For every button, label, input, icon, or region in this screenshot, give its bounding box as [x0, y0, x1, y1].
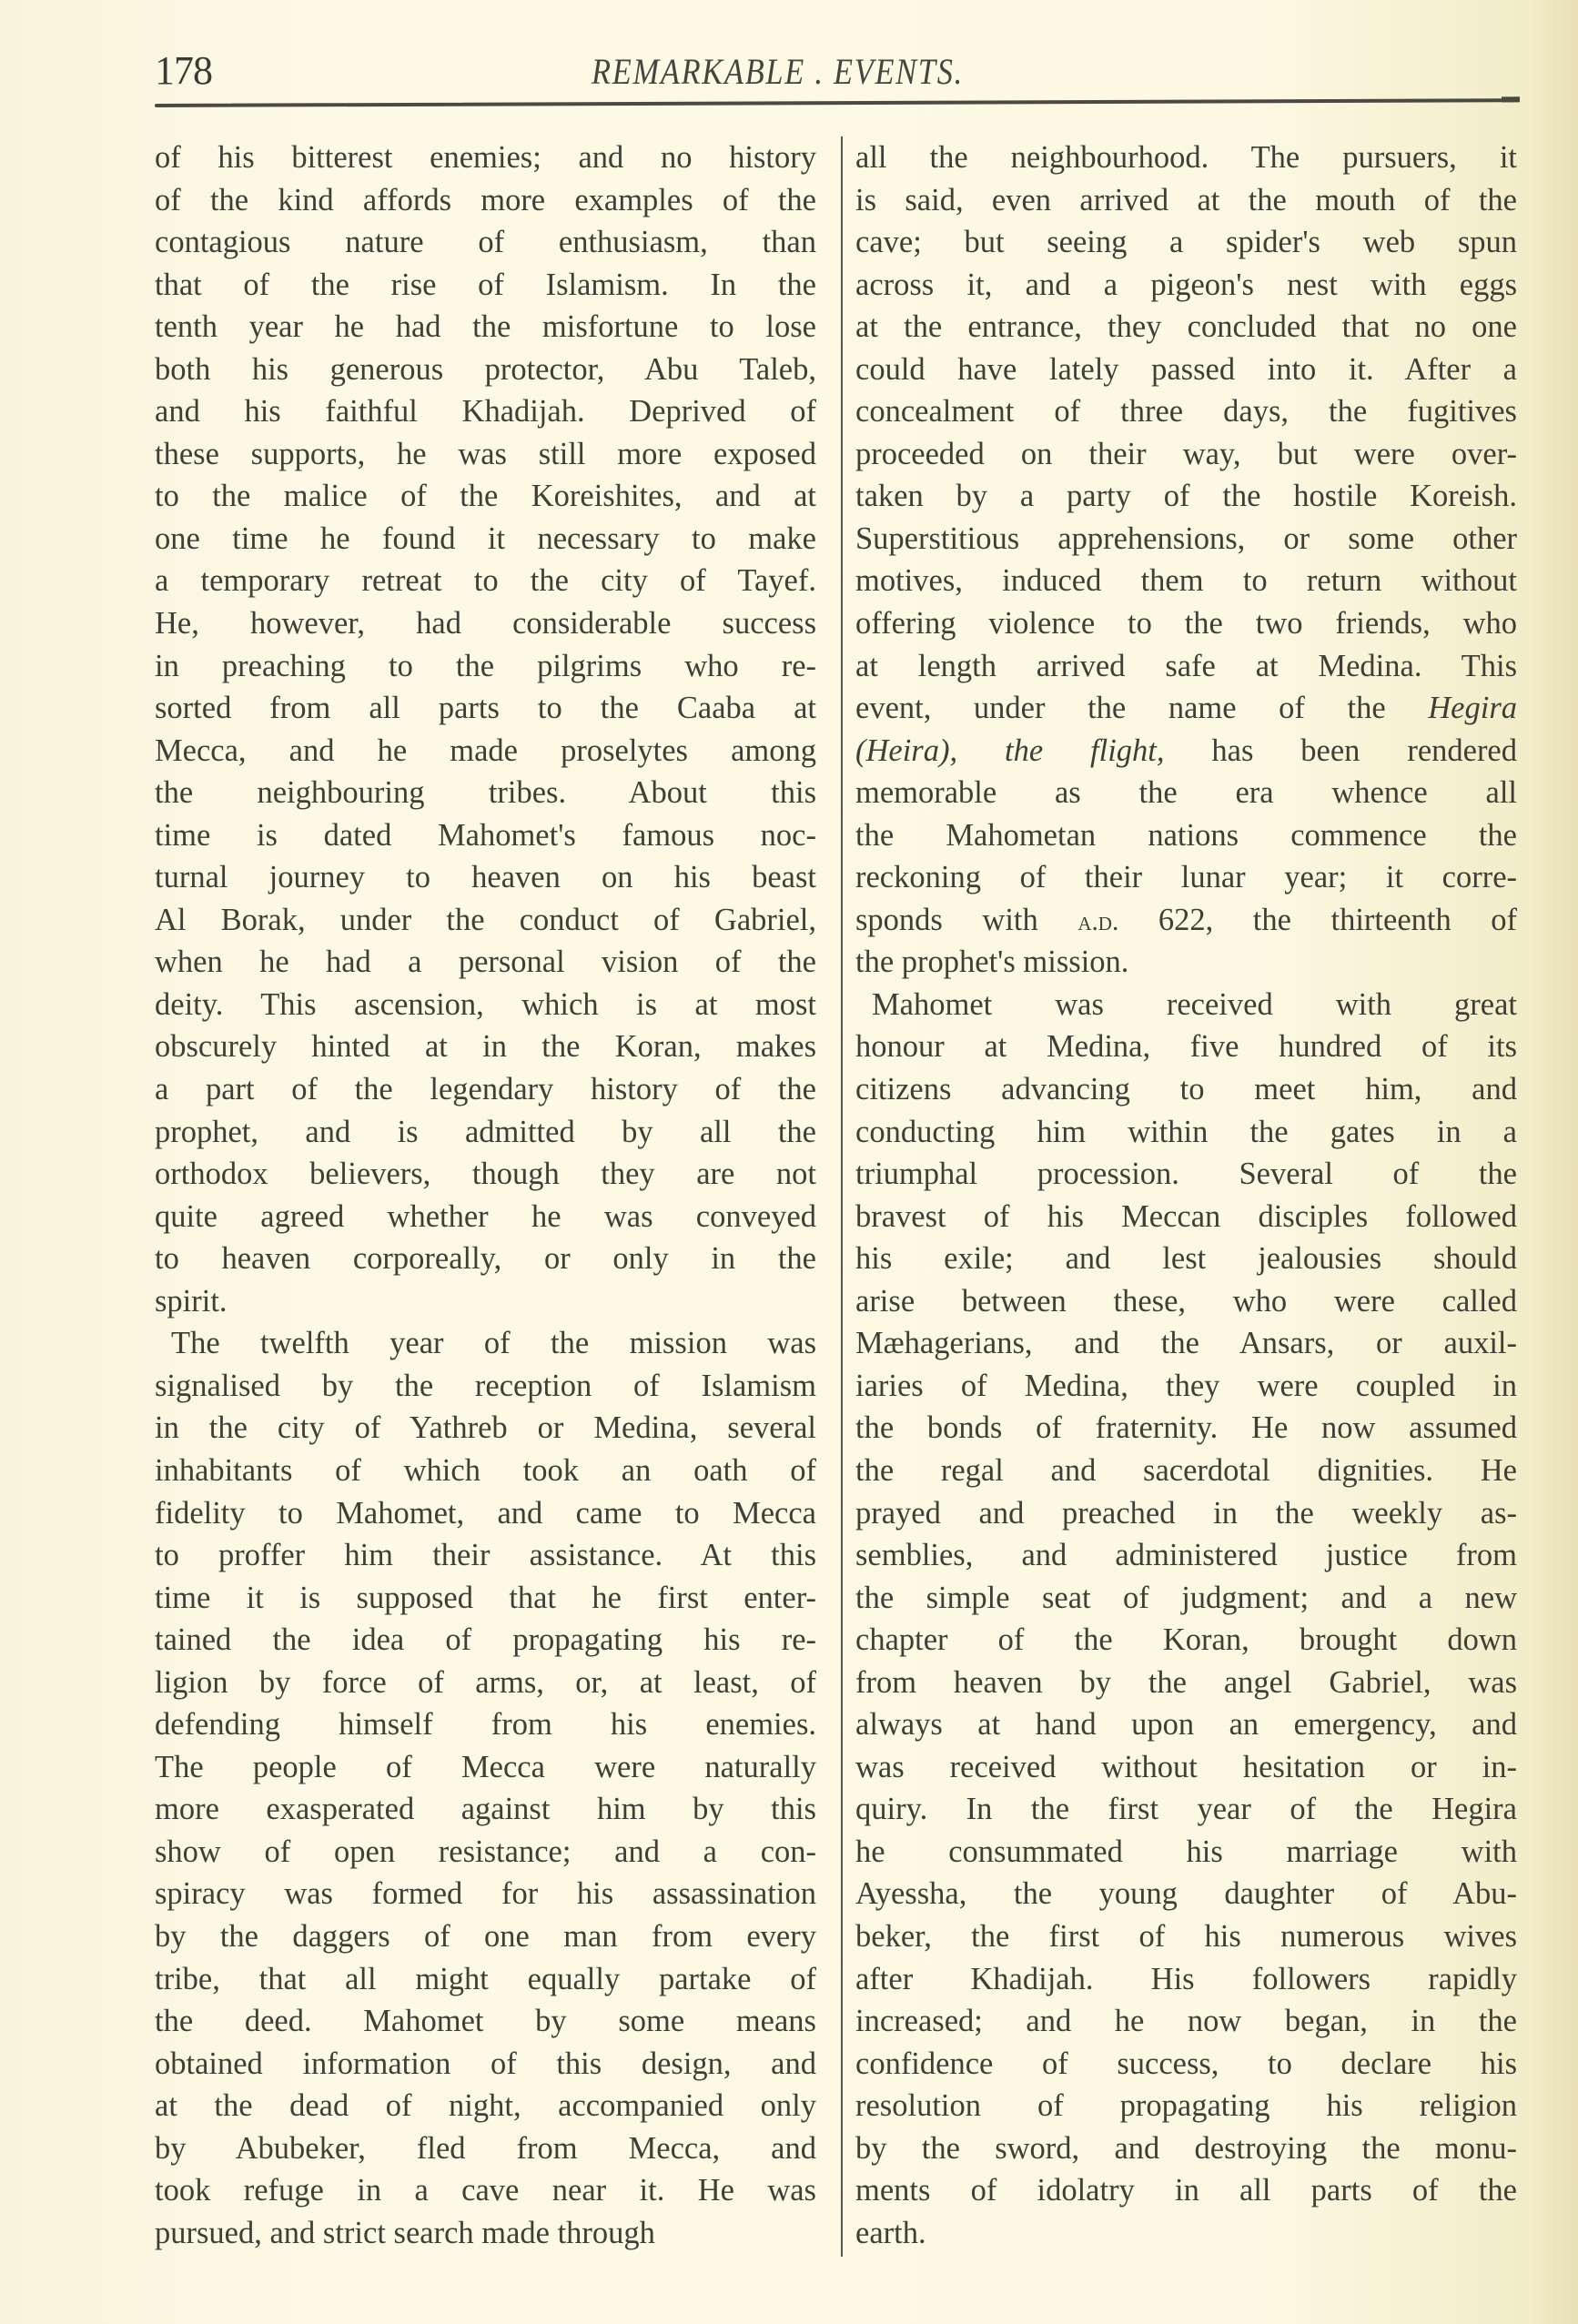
text-line: to the malice of the Koreishites, and at: [155, 479, 816, 514]
text-line: the bonds of fraternity. He now assumed: [855, 1410, 1517, 1446]
text-line: iaries of Medina, they were coupled in: [855, 1368, 1517, 1403]
text-line: semblies, and administered justice from: [855, 1538, 1517, 1573]
left-column: [155, 136, 816, 2254]
text-line: inhabitants of which took an oath of: [155, 1452, 816, 1488]
text-line: Mecca, and he made proselytes among: [155, 733, 816, 768]
text-line: both his generous protector, Abu Taleb,: [155, 351, 816, 387]
text-line: time it is supposed that he first enter-: [155, 1580, 816, 1615]
text-line: a part of the legendary history of the: [155, 1072, 816, 1107]
text-line: sorted from all parts to the Caaba at: [155, 691, 816, 726]
text-line: [855, 730, 1517, 773]
text-line: when he had a personal vision of the: [155, 945, 816, 980]
text-line: by Abubeker, fled from Mecca, and: [155, 2130, 816, 2166]
small-caps-run: a.d.: [1077, 906, 1119, 936]
column-divider: [841, 136, 843, 2257]
text-line: motives, induced them to return without: [855, 563, 1517, 599]
text-line: the neighbouring tribes. About this: [155, 775, 816, 811]
text-line: contagious nature of enthusiasm, than: [155, 225, 816, 260]
text-line: the simple seat of judgment; and a new: [855, 1580, 1517, 1615]
text-line: of the kind affords more examples of the: [155, 182, 816, 217]
right-column: [855, 136, 1517, 2254]
text-line: prayed and preached in the weekly as-: [855, 1495, 1517, 1531]
text-line: memorable as the era whence all: [855, 775, 1517, 811]
text-line: by the sword, and destroying the monu-: [855, 2130, 1517, 2166]
page-number: 178: [155, 48, 212, 93]
text-line: Ayessha, the young daughter of Abu-: [855, 1876, 1517, 1912]
text-line: at length arrived safe at Medina. This: [855, 648, 1517, 683]
text-line: bravest of his Meccan disciples followed: [855, 1198, 1517, 1234]
text-line: in preaching to the pilgrims who re-: [155, 648, 816, 683]
text-line: obtained information of this design, and: [155, 2046, 816, 2081]
text-line: confidence of success, to declare his: [855, 2046, 1517, 2081]
text-line: that of the rise of Islamism. In the: [155, 267, 816, 302]
text-line: at the dead of night, accompanied only: [155, 2088, 816, 2124]
text-run: sponds with: [855, 902, 1078, 937]
text-line: the deed. Mahomet by some means: [155, 2004, 816, 2039]
header-rule: [155, 98, 1520, 107]
text-line: arise between these, who were called: [855, 1283, 1517, 1319]
text-line: Mæhagerians, and the Ansars, or auxil-: [855, 1326, 1517, 1361]
text-line: by the daggers of one man from every: [155, 1918, 816, 1954]
text-line: signalised by the reception of Islamism: [155, 1368, 816, 1403]
text-line: and his faithful Khadijah. Deprived of: [155, 394, 816, 429]
text-line: quiry. In the first year of the Hegira: [855, 1792, 1517, 1827]
text-line: fidelity to Mahomet, and came to Mecca: [155, 1495, 816, 1531]
text-line: these supports, he was still more exposed: [155, 436, 816, 471]
text-line: of his bitterest enemies; and no history: [155, 140, 816, 175]
text-line: the regal and sacerdotal dignities. He: [855, 1452, 1517, 1488]
text-line: [855, 687, 1517, 730]
text-line: orthodox believers, though they are not: [155, 1157, 816, 1192]
text-line: ments of idolatry in all parts of the: [855, 2173, 1517, 2208]
text-line: Mahomet was received with great: [872, 986, 1517, 1022]
text-line: concealment of three days, the fugitives: [855, 394, 1517, 429]
text-line: triumphal procession. Several of the: [855, 1157, 1517, 1192]
text-line: all the neighbourhood. The pursuers, it: [855, 140, 1517, 175]
text-line: offering violence to the two friends, who: [855, 606, 1517, 642]
text-line: he consummated his marriage with: [855, 1834, 1517, 1869]
text-run: event, under the name of the: [855, 691, 1429, 726]
text-line: could have lately passed into it. After a: [855, 351, 1517, 387]
text-line: in the city of Yathreb or Medina, several: [155, 1410, 816, 1446]
text-line: after Khadijah. His followers rapidly: [855, 1961, 1517, 1996]
text-line: one time he found it necessary to make: [155, 520, 816, 556]
text-line: proceeded on their way, but were over-: [855, 436, 1517, 471]
text-line: from heaven by the angel Gabriel, was: [855, 1664, 1517, 1700]
text-line: defending himself from his enemies.: [155, 1707, 816, 1743]
text-line: his exile; and lest jealousies should: [855, 1241, 1517, 1277]
text-line: conducting him within the gates in a: [855, 1114, 1517, 1149]
text-line: was received without hesitation or in-: [855, 1749, 1517, 1784]
text-line: The people of Mecca were naturally: [155, 1749, 816, 1784]
text-line: to heaven corporeally, or only in the: [155, 1241, 816, 1277]
text-line: He, however, had considerable success: [155, 606, 816, 642]
text-line: [855, 899, 1517, 942]
text-line: citizens advancing to meet him, and: [855, 1072, 1517, 1107]
text-run: has been rendered: [1164, 733, 1517, 768]
italic-run: Hegira: [1428, 691, 1517, 726]
text-line: across it, and a pigeon's nest with eggs: [855, 267, 1517, 302]
text-line: time is dated Mahomet's famous noc-: [155, 817, 816, 853]
text-line: cave; but seeing a spider's web spun: [855, 225, 1517, 260]
text-line: the Mahometan nations commence the: [855, 817, 1517, 853]
text-line: deity. This ascension, which is at most: [155, 986, 816, 1022]
running-head: REMARKABLE . EVENTS.: [592, 51, 964, 92]
text-line: a temporary retreat to the city of Tayef.: [155, 563, 816, 599]
text-run: 622, the thirteenth of: [1118, 902, 1518, 937]
text-line: increased; and he now began, in the: [855, 2004, 1517, 2039]
text-line: spirit.: [155, 1283, 228, 1319]
text-line: tribe, that all might equally partake of: [155, 1961, 816, 1996]
text-line: turnal journey to heaven on his beast: [155, 860, 816, 895]
text-line: the prophet's mission.: [855, 945, 1129, 980]
italic-run: (Heira), the flight,: [855, 733, 1165, 768]
text-line: beker, the first of his numerous wives: [855, 1918, 1517, 1954]
text-line: taken by a party of the hostile Koreish.: [855, 479, 1517, 514]
text-line: ligion by force of arms, or, at least, of: [155, 1664, 816, 1700]
text-line: The twelfth year of the mission was: [171, 1326, 816, 1361]
text-line: quite agreed whether he was conveyed: [155, 1198, 816, 1234]
text-line: reckoning of their lunar year; it corre-: [855, 860, 1517, 895]
text-line: show of open resistance; and a con-: [155, 1834, 816, 1869]
text-line: obscurely hinted at in the Koran, makes: [155, 1029, 816, 1065]
text-line: at the entrance, they concluded that no one: [855, 309, 1517, 345]
text-line: took refuge in a cave near it. He was: [155, 2173, 816, 2208]
text-line: is said, even arrived at the mouth of the: [855, 182, 1517, 217]
text-line: prophet, and is admitted by all the: [155, 1114, 816, 1149]
text-line: to proffer him their assistance. At this: [155, 1538, 816, 1573]
text-line: always at hand upon an emergency, and: [855, 1707, 1517, 1743]
text-line: Al Borak, under the conduct of Gabriel,: [155, 902, 816, 937]
text-line: honour at Medina, five hundred of its: [855, 1029, 1517, 1065]
text-line: chapter of the Koran, brought down: [855, 1622, 1517, 1658]
text-line: earth.: [855, 2215, 926, 2250]
text-line: tenth year he had the misfortune to lose: [155, 309, 816, 345]
text-line: resolution of propagating his religion: [855, 2088, 1517, 2124]
text-line: tained the idea of propagating his re-: [155, 1622, 816, 1658]
text-line: pursued, and strict search made through: [155, 2215, 655, 2250]
text-line: spiracy was formed for his assassination: [155, 1876, 816, 1912]
text-line: more exasperated against him by this: [155, 1792, 816, 1827]
text-line: Superstitious apprehensions, or some other: [855, 520, 1517, 556]
